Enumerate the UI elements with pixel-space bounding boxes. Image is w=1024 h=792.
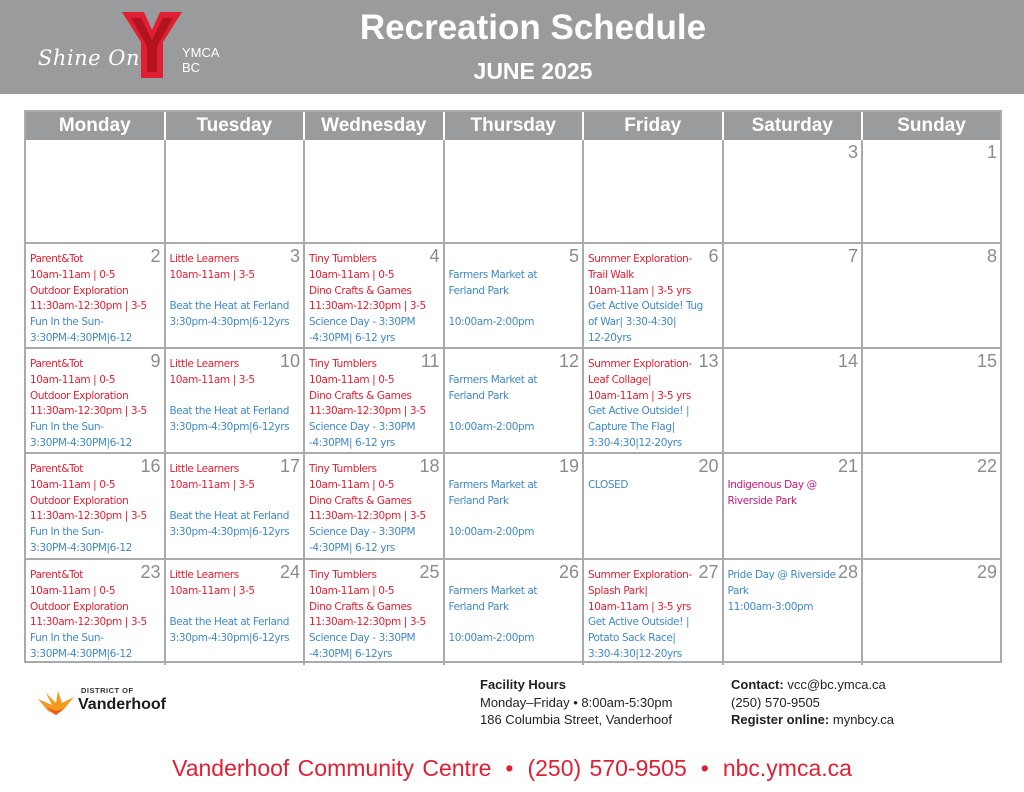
event-line: Farmers Market at	[448, 584, 538, 597]
event-line: 11:30am-12:30pm | 3-5	[309, 405, 426, 418]
day-number: 5	[568, 246, 579, 266]
calendar-day-cell	[26, 140, 166, 244]
event-line: Ferland Park	[448, 389, 509, 402]
day-events	[30, 568, 162, 663]
event-line: 3:30-4:30|12-20yrs	[588, 436, 682, 449]
event-line: Riverside Park	[727, 494, 797, 507]
event-line: Little Learners	[169, 569, 239, 581]
register-link[interactable]: mynbcy.ca	[832, 712, 895, 727]
calendar-day-cell	[26, 349, 166, 454]
event-line: Dino Crafts & Games	[309, 389, 412, 402]
event-line	[449, 568, 581, 584]
day-number: 11	[420, 351, 440, 371]
calendar-day-cell	[445, 140, 585, 244]
event-line: Beat the Heat at Ferland	[169, 405, 290, 418]
event-line: 10:00am-2:00pm	[448, 316, 535, 329]
event-line: Parent&Tot	[30, 253, 83, 265]
day-events	[309, 462, 441, 557]
event-line: Outdoor Exploration	[30, 389, 129, 402]
day-number: 9	[150, 351, 161, 371]
event-line: Dino Crafts & Games	[309, 600, 412, 613]
calendar-day-cell	[305, 244, 445, 349]
event-line: Beat the Heat at Ferland	[169, 300, 290, 313]
day-events	[449, 568, 581, 647]
event-line: 10am-11am | 0-5	[30, 584, 116, 597]
header-banner	[0, 0, 1024, 94]
day-events	[588, 357, 720, 452]
event-line	[449, 509, 581, 525]
event-line: Parent&Tot	[30, 358, 83, 370]
event-line: Potato Sack Race|	[588, 632, 676, 645]
day-header-friday: Friday	[584, 112, 724, 140]
event-line: Beat the Heat at Ferland	[169, 510, 290, 523]
day-events	[30, 462, 162, 557]
day-events	[728, 462, 860, 509]
event-line: 11:30am-12:30pm | 3-5	[30, 510, 147, 523]
event-line: 10am-11am | 0-5	[30, 373, 116, 386]
event-line: Parent&Tot	[30, 569, 83, 581]
event-line: Farmers Market at	[448, 478, 538, 491]
day-events	[170, 568, 302, 647]
day-number: 3	[289, 246, 300, 266]
calendar-day-cell	[305, 560, 445, 665]
calendar-day-cell	[26, 560, 166, 665]
day-number: 8	[986, 246, 997, 266]
event-line: -4:30PM| 6-12yrs	[309, 647, 393, 660]
calendar-day-cell	[305, 140, 445, 244]
calendar-day-cell	[445, 244, 585, 349]
event-line: Leaf Collage|	[588, 373, 652, 386]
event-line: 10am-11am | 3-5	[169, 584, 255, 597]
event-line: 10am-11am | 3-5 yrs	[588, 284, 691, 297]
contact-label: Contact:	[731, 677, 784, 692]
event-line	[449, 404, 581, 420]
event-line: 10:00am-2:00pm	[448, 421, 535, 434]
day-events	[309, 252, 441, 347]
bottom-banner	[0, 755, 1024, 782]
event-line	[449, 252, 581, 268]
day-number: 22	[976, 456, 997, 476]
day-events	[588, 462, 720, 494]
event-line	[588, 462, 720, 478]
banner-centre-name: Vanderhoof Community Centre	[172, 755, 492, 781]
event-line: 11:00am-3:00pm	[727, 600, 814, 613]
event-line: 11:30am-12:30pm | 3-5	[309, 616, 426, 629]
event-line: of War| 3:30-4:30|	[588, 316, 677, 329]
day-events	[588, 252, 720, 347]
event-line: 3:30PM-4:30PM|6-12	[30, 331, 132, 344]
day-header-wednesday: Wednesday	[305, 112, 445, 140]
event-line: Get Active Outside! Tug	[588, 300, 703, 313]
event-line: Parent&Tot	[30, 463, 83, 475]
day-events	[309, 568, 441, 663]
event-line: Ferland Park	[448, 494, 509, 507]
day-number: 18	[419, 456, 440, 476]
event-line: 10:00am-2:00pm	[448, 526, 535, 539]
facility-title: Facility Hours	[480, 677, 566, 692]
calendar-day-cell	[863, 349, 1000, 454]
calendar-day-cell	[584, 244, 724, 349]
day-events	[449, 357, 581, 436]
day-header-monday: Monday	[26, 112, 166, 140]
day-number: 26	[558, 562, 579, 582]
event-line: Splash Park|	[588, 584, 648, 597]
day-events	[30, 252, 162, 347]
day-events	[728, 568, 860, 615]
day-number: 7	[847, 246, 858, 266]
event-line: 10am-11am | 0-5	[309, 584, 395, 597]
event-line: Summer Exploration-	[588, 253, 692, 265]
event-line: 10am-11am | 0-5	[30, 268, 116, 281]
event-line	[728, 462, 860, 478]
day-number: 28	[837, 562, 858, 582]
org-line-1: YMCA	[182, 45, 220, 60]
event-line: Science Day - 3:30PM	[309, 526, 416, 539]
calendar-day-cell	[584, 140, 724, 244]
calendar-day-cell	[863, 454, 1000, 560]
org-line-2: BC	[182, 60, 201, 75]
day-header-tuesday: Tuesday	[166, 112, 306, 140]
facility-hours: Monday–Friday • 8:00am-5:30pm	[480, 694, 673, 710]
event-line: Dino Crafts & Games	[309, 284, 412, 297]
calendar-day-cell	[724, 140, 864, 244]
event-line: Fun In the Sun-	[30, 316, 104, 329]
day-number: 15	[976, 351, 997, 371]
banner-phone: (250) 570-9505	[527, 755, 687, 781]
district-logo	[36, 686, 196, 720]
calendar-day-cell	[724, 244, 864, 349]
event-line: Fun In the Sun-	[30, 526, 104, 539]
calendar-day-cell	[584, 454, 724, 560]
event-line: Ferland Park	[448, 600, 509, 613]
calendar-day-cell	[584, 349, 724, 454]
event-line: 10am-11am | 0-5	[309, 478, 395, 491]
day-number: 21	[837, 456, 858, 476]
contact-email-link[interactable]: vcc@bc.ymca.ca	[787, 677, 886, 692]
tagline: Shine On	[38, 46, 140, 70]
event-line: 3:30pm-4:30pm|6-12yrs	[169, 632, 290, 645]
event-line: 12-20yrs	[588, 331, 632, 344]
event-line: Trail Walk	[588, 268, 634, 281]
day-number: 14	[837, 351, 858, 371]
day-events	[588, 568, 720, 663]
event-line: Little Learners	[169, 358, 239, 370]
event-line: Science Day - 3:30PM	[309, 421, 416, 434]
banner-separator: •	[505, 755, 514, 781]
event-line: 3:30PM-4:30PM|6-12	[30, 436, 132, 449]
event-line: Beat the Heat at Ferland	[169, 616, 290, 629]
event-line	[449, 357, 581, 373]
event-line: Tiny Tumblers	[309, 253, 377, 265]
calendar-day-cell	[724, 349, 864, 454]
event-line: 11:30am-12:30pm | 3-5	[30, 616, 147, 629]
day-number: 2	[150, 246, 161, 266]
event-line: Summer Exploration-	[588, 569, 692, 581]
event-line: Dino Crafts & Games	[309, 494, 412, 507]
event-line: 10am-11am | 0-5	[309, 268, 395, 281]
day-number: 12	[558, 351, 579, 371]
event-line: Park	[727, 584, 749, 597]
day-events	[170, 357, 302, 436]
banner-separator: •	[700, 755, 709, 781]
calendar-day-cell	[166, 349, 306, 454]
calendar-day-cell	[305, 454, 445, 560]
event-line	[170, 284, 302, 300]
calendar-day-cell	[584, 560, 724, 665]
day-events	[170, 252, 302, 331]
calendar-day-cell	[863, 244, 1000, 349]
event-line: Fun In the Sun-	[30, 421, 104, 434]
day-header-thursday: Thursday	[445, 112, 585, 140]
event-line	[170, 600, 302, 616]
day-number: 23	[140, 562, 161, 582]
day-number: 3	[847, 142, 858, 162]
event-line: 3:30PM-4:30PM|6-12	[30, 541, 132, 554]
event-line: Get Active Outside! |	[588, 616, 690, 629]
district-of-label: DISTRICT OF	[81, 686, 134, 695]
event-line: Outdoor Exploration	[30, 284, 129, 297]
calendar-day-cell	[863, 560, 1000, 665]
day-number: 1	[986, 142, 997, 162]
page-subtitle: JUNE 2025	[473, 58, 593, 84]
event-line: 3:30pm-4:30pm|6-12yrs	[169, 316, 290, 329]
event-line: Pride Day @ Riverside	[727, 569, 836, 581]
calendar-day-cell	[26, 454, 166, 560]
event-line: 10am-11am | 3-5	[169, 268, 255, 281]
event-line: -4:30PM| 6-12 yrs	[309, 331, 396, 344]
event-line: Farmers Market at	[448, 268, 538, 281]
event-line: 10am-11am | 3-5 yrs	[588, 600, 691, 613]
event-line: Ferland Park	[448, 284, 509, 297]
event-line: 11:30am-12:30pm | 3-5	[30, 405, 147, 418]
day-events	[449, 252, 581, 331]
calendar-day-cell	[166, 454, 306, 560]
event-line: 10am-11am | 3-5	[169, 373, 255, 386]
day-number: 13	[698, 351, 719, 371]
event-line: CLOSED	[588, 478, 629, 491]
event-line: Tiny Tumblers	[309, 569, 377, 581]
event-line: 10am-11am | 3-5	[169, 478, 255, 491]
day-number: 27	[698, 562, 719, 582]
calendar-day-cell	[445, 454, 585, 560]
event-line: Tiny Tumblers	[309, 358, 377, 370]
event-line: 10am-11am | 3-5 yrs	[588, 389, 691, 402]
district-name: Vanderhoof	[78, 696, 167, 713]
district-bird-icon	[36, 689, 76, 717]
contact-block	[731, 676, 894, 729]
event-line: 10am-11am | 0-5	[30, 478, 116, 491]
event-line: 3:30pm-4:30pm|6-12yrs	[169, 421, 290, 434]
event-line: 3:30-4:30|12-20yrs	[588, 647, 682, 660]
event-line	[449, 615, 581, 631]
event-line: 10am-11am | 0-5	[309, 373, 395, 386]
calendar-day-cell	[724, 454, 864, 560]
event-line: 11:30am-12:30pm | 3-5	[30, 300, 147, 313]
calendar-day-cell	[445, 349, 585, 454]
day-events	[449, 462, 581, 541]
day-events	[170, 462, 302, 541]
event-line: -4:30PM| 6-12 yrs	[309, 436, 396, 449]
contact-phone: (250) 570-9505	[731, 694, 820, 710]
day-events	[309, 357, 441, 452]
facility-hours-block	[480, 676, 672, 729]
calendar-day-cell	[26, 244, 166, 349]
event-line	[449, 299, 581, 315]
calendar-day-cell	[445, 560, 585, 665]
facility-address: 186 Columbia Street, Vanderhoof	[480, 712, 672, 727]
event-line: Outdoor Exploration	[30, 494, 129, 507]
event-line: Tiny Tumblers	[309, 463, 377, 475]
event-line: Capture The Flag|	[588, 421, 675, 434]
calendar-day-cell	[863, 140, 1000, 244]
event-line: Science Day - 3:30PM	[309, 316, 416, 329]
calendar-day-cell	[166, 140, 306, 244]
day-events	[30, 357, 162, 452]
day-number: 19	[558, 456, 579, 476]
register-label: Register online:	[731, 712, 830, 727]
event-line: Little Learners	[169, 253, 239, 265]
day-number: 6	[708, 246, 719, 266]
event-line: Science Day - 3:30PM	[309, 632, 416, 645]
event-line: Indigenous Day @	[727, 478, 817, 491]
event-line: Summer Exploration-	[588, 358, 692, 370]
day-number: 10	[279, 351, 300, 371]
day-number: 17	[279, 456, 300, 476]
day-number: 4	[429, 246, 440, 266]
day-number: 25	[419, 562, 440, 582]
event-line: 3:30PM-4:30PM|6-12	[30, 647, 132, 660]
page-title: Recreation Schedule	[359, 8, 707, 47]
calendar-grid	[24, 110, 1002, 663]
event-line: 11:30am-12:30pm | 3-5	[309, 300, 426, 313]
event-line: Fun In the Sun-	[30, 632, 104, 645]
day-header-sunday: Sunday	[863, 112, 1000, 140]
day-header-saturday: Saturday	[724, 112, 864, 140]
calendar-day-cell	[166, 560, 306, 665]
banner-website-link[interactable]: nbc.ymca.ca	[722, 755, 852, 781]
event-line: Outdoor Exploration	[30, 600, 129, 613]
event-line	[170, 494, 302, 510]
event-line: Get Active Outside! |	[588, 405, 690, 418]
day-number: 16	[140, 456, 161, 476]
event-line	[449, 462, 581, 478]
calendar-day-cell	[305, 349, 445, 454]
event-line	[170, 389, 302, 405]
calendar-day-cell	[166, 244, 306, 349]
day-number: 29	[976, 562, 997, 582]
event-line: 11:30am-12:30pm | 3-5	[309, 510, 426, 523]
event-line: 3:30pm-4:30pm|6-12yrs	[169, 526, 290, 539]
calendar-day-cell	[724, 560, 864, 665]
event-line: Farmers Market at	[448, 373, 538, 386]
day-number: 20	[698, 456, 719, 476]
day-number: 24	[279, 562, 300, 582]
event-line: 10:00am-2:00pm	[448, 632, 535, 645]
event-line: Little Learners	[169, 463, 239, 475]
event-line: -4:30PM| 6-12 yrs	[309, 541, 396, 554]
